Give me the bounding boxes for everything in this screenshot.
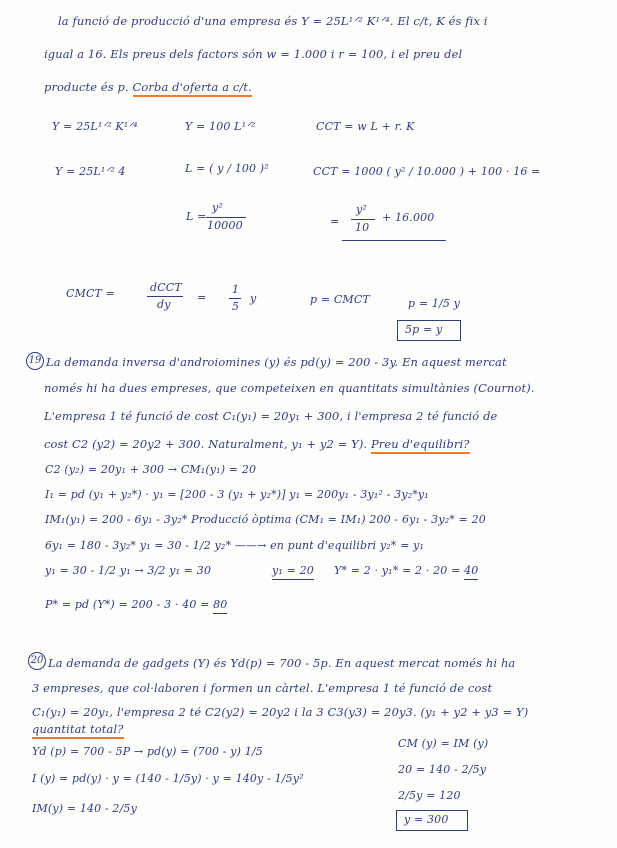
problem-text-line — [44, 437, 470, 454]
equation: Yd (p) = 700 - 5P → pd(y) = (700 - y) 1/5 — [32, 745, 263, 758]
equation: 6y₁ = 180 - 3y₂* y₁ = 30 - 1/2 y₂* ——→ en punt d'equilibri y₂* = y₁ — [45, 539, 425, 552]
equation — [45, 598, 227, 614]
problem-text-line: La demanda de gadgets (Y) és Yd(p) = 700 - 5p. En aquest mercat només hi ha — [48, 656, 516, 670]
boxed-result: 5p = y — [405, 323, 443, 336]
equation: + 16.000 — [382, 211, 435, 224]
problem-text-line: 3 empreses, que col·laboren i formen un càrtel. L'empresa 1 té funció de cost — [32, 681, 493, 695]
equation-part: Y* = 2 · y₁* = 2 · 20 = — [334, 564, 461, 577]
equation: Y = 25L¹ᐟ² 4 — [55, 165, 126, 178]
fraction-bar — [147, 296, 183, 297]
fraction-numerator: y² — [212, 201, 223, 214]
equation: I₁ = pd (y₁ + y₂*) · y₁ = [200 - 3 (y₁ + y₂*)] y₁ = 200y₁ - 3y₁² - 3y₂*y₁ — [45, 488, 429, 501]
problem-number-circle: 20 — [28, 652, 46, 670]
problem-text-line: només hi ha dues empreses, que competeixen en quantitats simultànies (Cournot). — [44, 381, 535, 395]
equation: 2/5y = 120 — [398, 789, 461, 802]
equals-sign: = — [197, 291, 207, 304]
underlined-result: 80 — [213, 598, 227, 614]
problem-text-line: L'empresa 1 té funció de cost C₁(y₁) = 20y₁ + 300, i l'empresa 2 té funció de — [44, 409, 498, 423]
equation-lhs: L = — [186, 210, 207, 223]
highlighted-question: Preu d'equilibri? — [371, 437, 470, 454]
fraction-denominator: dy — [157, 298, 171, 311]
fraction-denominator: 5 — [232, 300, 240, 313]
fraction-numerator: dCCT — [150, 281, 182, 294]
equation: L = ( y / 100 )² — [185, 162, 269, 175]
problem-number-circle: 19 — [26, 352, 44, 370]
equation: CMCT = — [66, 287, 116, 300]
equation: p = 1/5 y — [408, 297, 461, 310]
equation: Y = 25L¹ᐟ² K¹ᐟ⁴ — [52, 120, 138, 133]
fraction-bar — [206, 217, 246, 218]
equation: y₁ = 30 - 1/2 y₁ → 3/2 y₁ = 30 — [45, 564, 212, 577]
problem-text-line — [44, 80, 252, 97]
equation: C2 (y₂) = 20y₁ + 300 → CM₁(y₁) = 20 — [45, 463, 257, 476]
problem-text-line — [32, 722, 124, 739]
equation — [272, 564, 314, 580]
equation: IM(y) = 140 - 2/5y — [32, 802, 137, 815]
fraction-denominator: 10000 — [207, 219, 243, 232]
highlighted-question: quantitat total? — [32, 722, 124, 739]
equation: p = CMCT — [310, 293, 370, 306]
equation: I (y) = pd(y) · y = (140 - 1/5y) · y = 140y - 1/5y² — [32, 772, 304, 785]
equation-part: P* = pd (Y*) = 200 - 3 · 40 = — [45, 598, 210, 611]
fraction-denominator: 10 — [355, 221, 370, 234]
problem-text-line: C₁(y₁) = 20y₁, l'empresa 2 té C2(y2) = 20y2 i la 3 C3(y3) = 20y3. (y₁ + y2 + y3 = Y) — [32, 705, 529, 719]
variable: y — [250, 292, 257, 305]
problem-text-line: la funció de producció d'una empresa és Y = 25L¹ᐟ² K¹ᐟ⁴. El c/t, K és fix i — [58, 14, 488, 28]
boxed-result: y = 300 — [404, 813, 449, 826]
underlined-result: 40 — [464, 564, 478, 580]
equation: CM (y) = IM (y) — [398, 737, 489, 750]
equation: CCT = 1000 ( y² / 10.000 ) + 100 · 16 = — [313, 165, 541, 178]
fraction-numerator: 1 — [232, 283, 240, 296]
underlined-result: y₁ = 20 — [272, 564, 314, 580]
problem-text-line: La demanda inversa d'androiomines (y) és pd(y) = 200 - 3y. En aquest mercat — [46, 355, 507, 369]
result-underline — [342, 240, 446, 241]
equation: IM₁(y₁) = 200 - 6y₁ - 3y₂* Producció òptima (CM₁ = IM₁) 200 - 6y₁ - 3y₂* = 20 — [45, 513, 486, 526]
equation: CCT = w L + r. K — [316, 120, 415, 133]
equation — [334, 564, 478, 580]
equation: Y = 100 L¹ᐟ² — [185, 120, 256, 133]
fraction-bar — [351, 219, 375, 220]
equation: 20 = 140 - 2/5y — [398, 763, 487, 776]
problem-text-line: igual a 16. Els preus dels factors són w = 1.000 i r = 100, i el preu del — [44, 47, 463, 61]
problem-text: producte és p. — [44, 80, 129, 94]
fraction-numerator: y² — [356, 203, 367, 216]
highlighted-question: Corba d'oferta a c/t. — [133, 80, 252, 97]
equals-sign: = — [330, 215, 340, 228]
fraction-bar — [229, 298, 241, 299]
problem-text: cost C2 (y2) = 20y2 + 300. Naturalment, y₁ + y2 = Y). — [44, 437, 368, 451]
